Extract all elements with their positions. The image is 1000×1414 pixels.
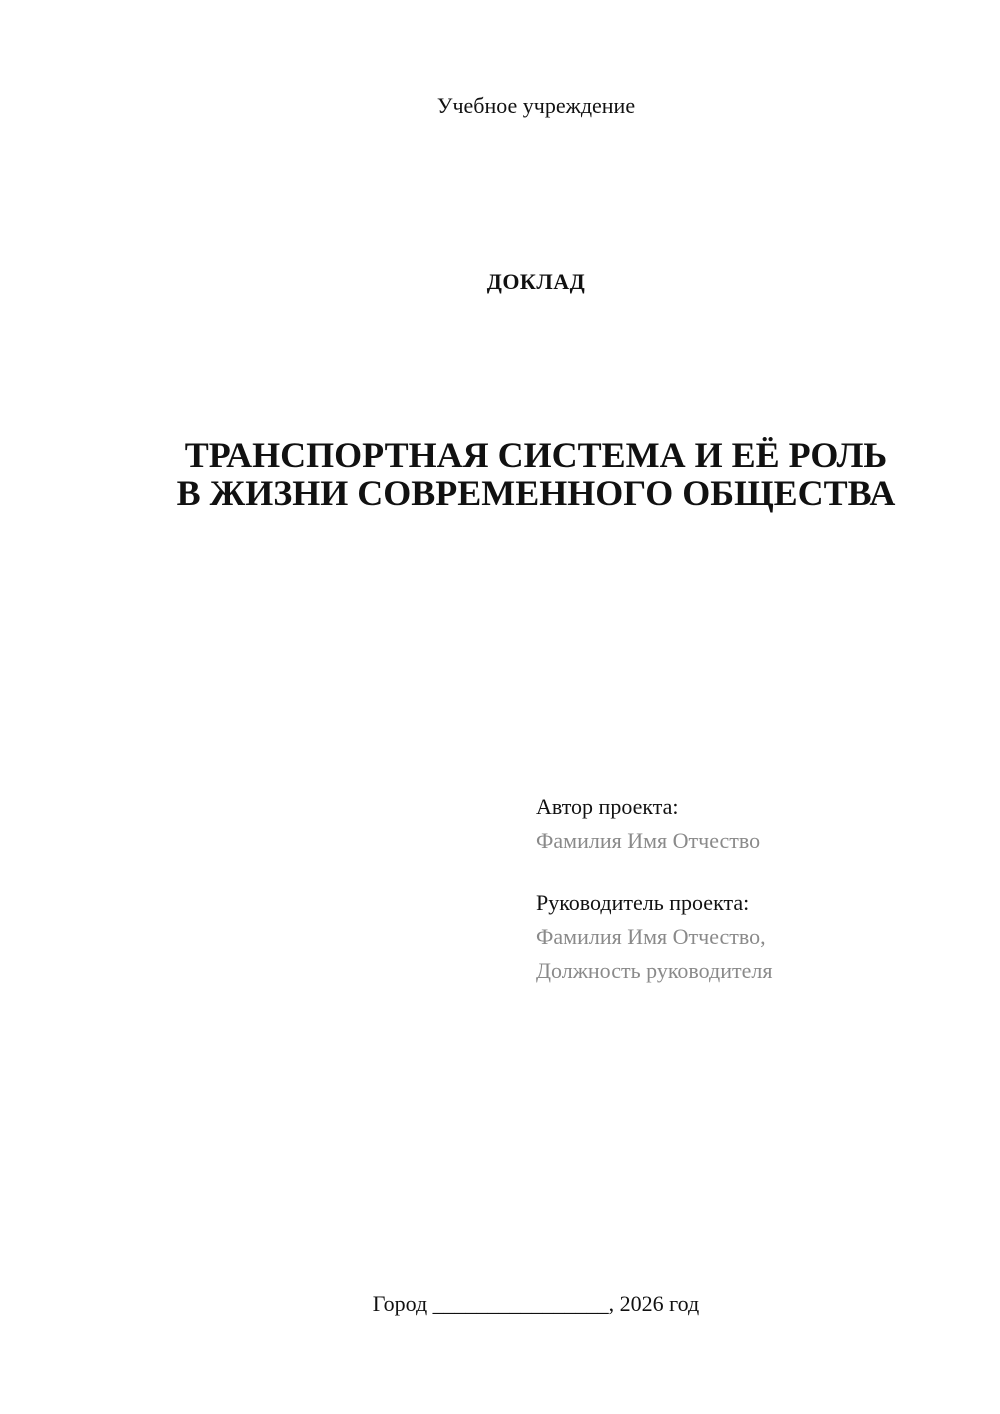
institution-name: Учебное учреждение [436, 93, 636, 118]
credits-block [536, 790, 976, 988]
document-type: ДОКЛАД [486, 269, 586, 294]
supervisor-name: Фамилия Имя Отчество, [536, 924, 766, 949]
title-line-2: В ЖИЗНИ СОВРЕМЕННОГО ОБЩЕСТВА [176, 473, 896, 513]
document-title [0, 436, 1000, 512]
author-name: Фамилия Имя Отчество [536, 828, 761, 853]
supervisor-position: Должность руководителя [536, 958, 773, 983]
credits-spacer [536, 858, 976, 886]
author-label: Автор проекта: [536, 794, 679, 819]
city-year-line: Город ________________, 2026 год [372, 1291, 700, 1316]
title-line-1: ТРАНСПОРТНАЯ СИСТЕМА И ЕЁ РОЛЬ [184, 435, 888, 475]
supervisor-label: Руководитель проекта: [536, 890, 750, 915]
